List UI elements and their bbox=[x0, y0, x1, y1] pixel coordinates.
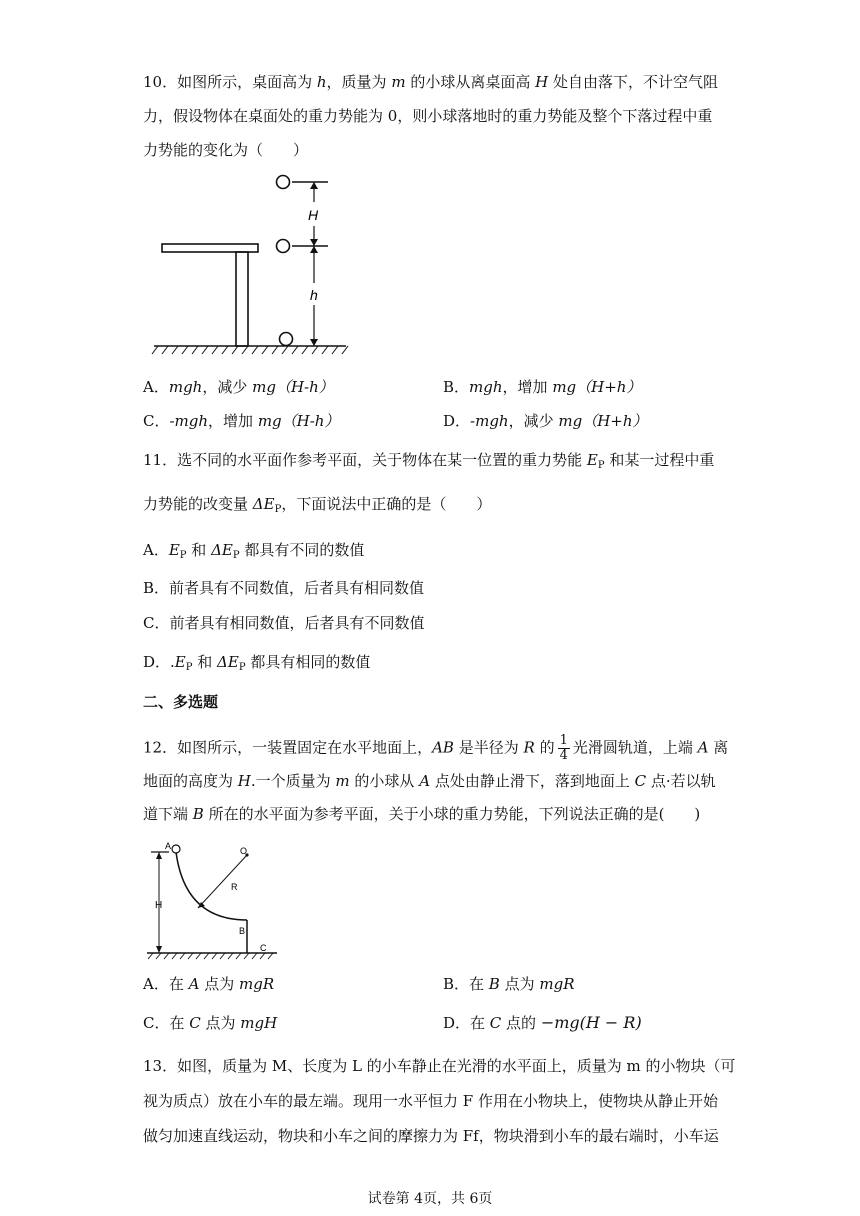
var-point: C bbox=[489, 1014, 502, 1032]
var-point: B bbox=[488, 975, 500, 993]
q13-line-2: 视为质点）放在小车的最左端。现用一水平恒力 F 作用在小物块上，使物块从静止开始 bbox=[143, 1092, 718, 1110]
q12-line-1 bbox=[143, 734, 728, 763]
q10-figure bbox=[150, 168, 350, 358]
q10-text: 处自由落下，不计空气阻 bbox=[548, 73, 718, 91]
q12-text: 的 bbox=[534, 738, 555, 757]
q11-option-c: C．前者具有相同数值，后者具有不同数值 bbox=[143, 614, 425, 632]
q10-line-3: 力势能的变化为（ ） bbox=[143, 141, 309, 159]
option-letter: A． bbox=[143, 378, 169, 396]
q11-text: 和某一过程中重 bbox=[604, 451, 715, 469]
page-footer: 试卷第 4页，共 6页 bbox=[367, 1191, 493, 1207]
option-term: −mg(H − R) bbox=[540, 1013, 642, 1032]
q12-text: 是半径为 bbox=[453, 738, 524, 757]
q10-option-a bbox=[143, 377, 334, 397]
q10-line-2: 力，假设物体在桌面处的重力势能为 0，则小球落地时的重力势能及整个下落过程中重 bbox=[143, 107, 713, 125]
var-A: A bbox=[419, 772, 431, 790]
var-C: C bbox=[634, 772, 647, 790]
option-term: mg bbox=[558, 412, 583, 430]
q11-option-b: B．前者具有不同数值，后者具有相同数值 bbox=[143, 579, 425, 597]
radius-line bbox=[198, 855, 247, 908]
ground-hatch bbox=[152, 346, 348, 354]
var-E: E bbox=[174, 653, 186, 671]
option-text: 和 bbox=[192, 653, 218, 671]
q10-option-d bbox=[443, 411, 648, 431]
q10-option-c bbox=[143, 411, 339, 431]
var-H: H bbox=[535, 73, 549, 91]
option-text: B．在 bbox=[443, 975, 489, 993]
var-point: C bbox=[189, 1014, 201, 1032]
label-A: A bbox=[165, 841, 172, 851]
option-text: ，增加 bbox=[502, 378, 553, 396]
q12-text: 的小球从 bbox=[349, 772, 420, 790]
ball bbox=[172, 845, 180, 853]
q12-line-3 bbox=[143, 804, 700, 824]
option-term: （H+h） bbox=[582, 412, 648, 430]
subscript: P bbox=[232, 550, 240, 561]
q11-text: ，下面说法中正确的是（ ） bbox=[281, 495, 492, 513]
option-term: mg bbox=[252, 378, 276, 396]
option-term: （H+h） bbox=[576, 378, 642, 396]
q12-text: 道下端 bbox=[143, 805, 193, 823]
option-text: 和 bbox=[186, 541, 212, 559]
q10-text: 的小球从离桌面高 bbox=[405, 73, 536, 91]
label-h: h bbox=[310, 287, 318, 303]
option-text: 都具有不同的数值 bbox=[239, 541, 365, 559]
label-B: B bbox=[239, 926, 246, 936]
var-point: A bbox=[188, 975, 200, 993]
var-B: B bbox=[192, 805, 204, 823]
fraction-one-quarter bbox=[558, 734, 570, 763]
option-text: ，减少 bbox=[202, 378, 253, 396]
label-H: H bbox=[155, 900, 163, 911]
arrowhead bbox=[310, 246, 318, 253]
arrowhead bbox=[310, 182, 318, 189]
var-R: R bbox=[523, 738, 535, 757]
option-letter: B． bbox=[443, 378, 470, 396]
ball-ground bbox=[280, 333, 293, 346]
q12-text: 光滑圆轨道，上端 bbox=[572, 738, 698, 757]
q12-text: 点处由静止滑下，落到地面上 bbox=[430, 772, 635, 790]
ball-middle bbox=[277, 240, 290, 253]
arrowhead bbox=[310, 339, 318, 346]
var-delta-E: ΔE bbox=[217, 653, 239, 671]
var-E: E bbox=[168, 541, 180, 559]
q10-option-b bbox=[443, 377, 641, 397]
q11-option-a bbox=[143, 540, 364, 566]
option-term: mg bbox=[552, 378, 577, 396]
q12-option-d bbox=[443, 1013, 642, 1033]
var-H: H bbox=[237, 772, 251, 790]
q12-line-2 bbox=[143, 771, 716, 791]
option-term: mg bbox=[257, 412, 282, 430]
var-delta-E: ΔE bbox=[252, 495, 275, 513]
section-heading: 二、多选题 bbox=[143, 693, 219, 711]
arrowhead bbox=[310, 239, 318, 246]
option-letter: D．. bbox=[143, 653, 175, 671]
q12-option-c bbox=[143, 1013, 277, 1033]
subscript: P bbox=[238, 662, 246, 673]
q11-line-2 bbox=[143, 494, 491, 520]
subscript: P bbox=[274, 504, 282, 515]
option-text: 都具有相同的数值 bbox=[245, 653, 371, 671]
option-term: mgh bbox=[469, 378, 503, 396]
q10-text: ，质量为 bbox=[326, 73, 392, 91]
label-C: C bbox=[260, 943, 267, 953]
option-text: 点为 bbox=[199, 975, 239, 993]
subscript: P bbox=[185, 662, 193, 673]
option-term: （H-h） bbox=[281, 412, 340, 430]
q12-option-a bbox=[143, 974, 274, 994]
option-text: 点为 bbox=[200, 1014, 241, 1032]
q13-line-1: 13．如图，质量为 M、长度为 L 的小车静止在光滑的水平面上，质量为 m 的小物块（可 bbox=[143, 1057, 736, 1075]
subscript: P bbox=[597, 460, 605, 471]
arrowhead bbox=[156, 852, 162, 859]
option-term: mgh bbox=[168, 378, 203, 396]
table-leg bbox=[236, 252, 248, 346]
option-term: （H-h） bbox=[275, 378, 334, 396]
option-term: -mgh bbox=[169, 412, 209, 430]
q12-option-b bbox=[443, 974, 575, 994]
q12-text: 点·若以轨 bbox=[646, 772, 716, 790]
q13-line-3: 做匀加速直线运动，物块和小车之间的摩擦力为 Ff，物块滑到小车的最右端时，小车运 bbox=[143, 1127, 719, 1145]
q11-text: 11．选不同的水平面作参考平面，关于物体在某一位置的重力势能 bbox=[143, 451, 587, 469]
option-text: D．在 bbox=[443, 1014, 490, 1032]
q10-line-1 bbox=[143, 72, 718, 92]
q12-text: 所在的水平面为参考平面，关于小球的重力势能，下列说法正确的是( ) bbox=[203, 805, 701, 823]
q12-text: 离 bbox=[708, 738, 729, 757]
ball-top bbox=[277, 176, 290, 189]
var-E: E bbox=[586, 451, 598, 469]
option-text: C．在 bbox=[143, 1014, 190, 1032]
option-text: ，减少 bbox=[508, 412, 559, 430]
q11-text: 力势能的改变量 bbox=[143, 495, 253, 513]
q10-text: 10．如图所示，桌面高为 bbox=[143, 73, 317, 91]
q12-text: .一个质量为 bbox=[250, 772, 336, 790]
q11-line-1 bbox=[143, 450, 714, 476]
arrowhead bbox=[156, 946, 162, 953]
q12-figure bbox=[143, 840, 283, 962]
subscript: P bbox=[179, 550, 187, 561]
option-term: mgH bbox=[240, 1014, 278, 1032]
q12-text: 地面的高度为 bbox=[143, 772, 238, 790]
label-R: R bbox=[231, 882, 238, 892]
option-letter: D． bbox=[443, 412, 471, 430]
option-term: -mgh bbox=[470, 412, 509, 430]
var-h: h bbox=[316, 73, 327, 91]
var-m: m bbox=[391, 73, 406, 91]
option-term: mgR bbox=[539, 975, 575, 993]
option-text: A．在 bbox=[143, 975, 189, 993]
var-m: m bbox=[335, 772, 350, 790]
ground-hatch bbox=[148, 953, 273, 959]
option-letter: A． bbox=[143, 541, 169, 559]
q11-option-d bbox=[143, 652, 370, 678]
option-text: ，增加 bbox=[208, 412, 258, 430]
fraction-denominator: 4 bbox=[559, 748, 568, 763]
label-O: O bbox=[240, 846, 248, 856]
option-letter: C． bbox=[143, 412, 170, 430]
var-A: A bbox=[697, 738, 709, 757]
fraction-numerator: 1 bbox=[559, 733, 568, 748]
var-AB: AB bbox=[432, 738, 454, 757]
label-H: H bbox=[308, 207, 319, 223]
option-text: 点的 bbox=[501, 1014, 541, 1032]
var-delta-E: ΔE bbox=[211, 541, 233, 559]
option-text: 点为 bbox=[499, 975, 540, 993]
table-top bbox=[162, 244, 258, 252]
option-term: mgR bbox=[239, 975, 275, 993]
q12-text: 12．如图所示，一装置固定在水平地面上， bbox=[143, 738, 433, 757]
